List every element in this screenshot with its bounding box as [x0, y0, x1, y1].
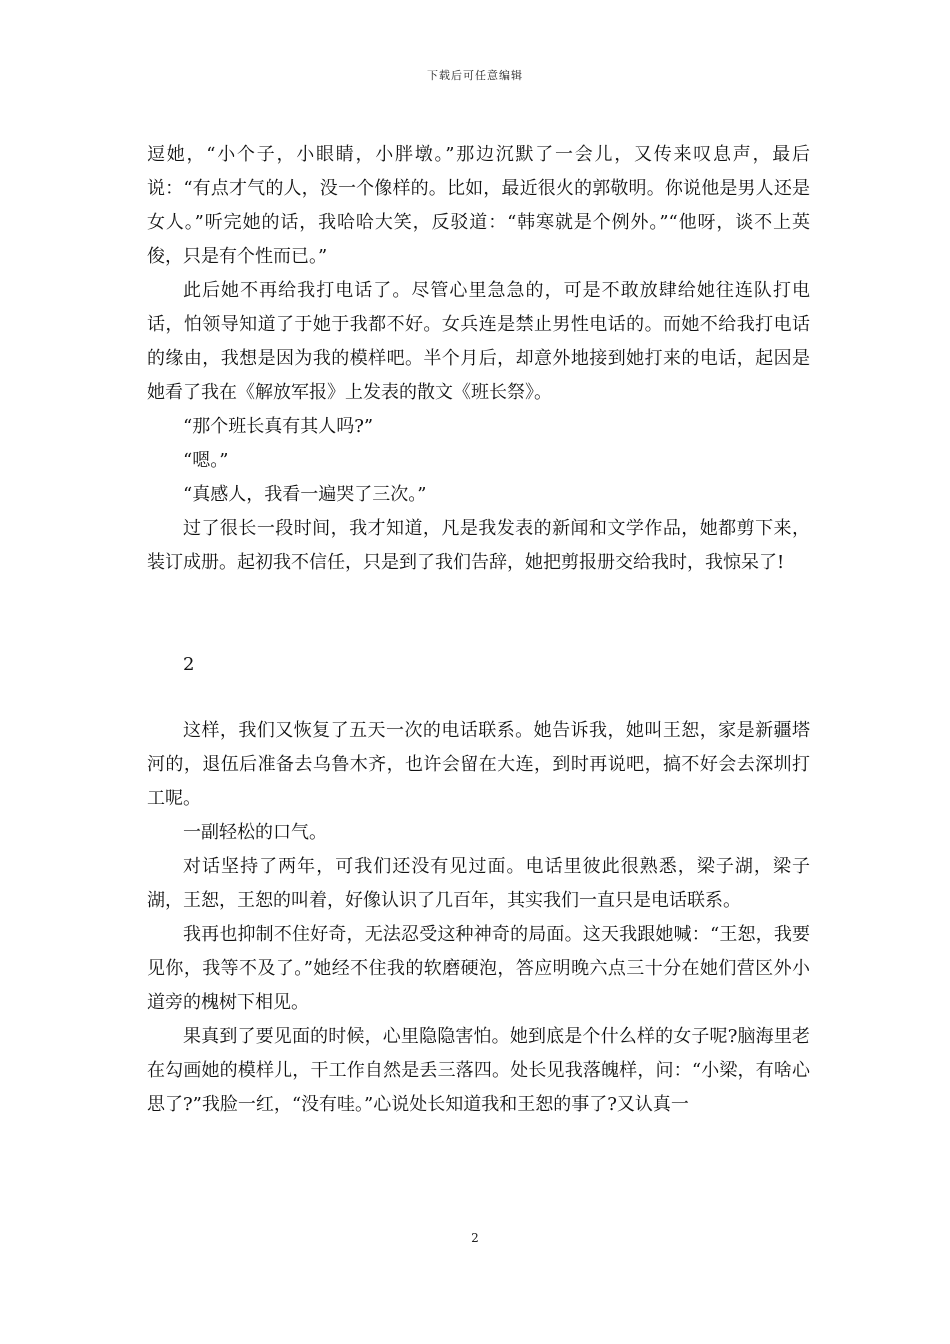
paragraph-9: 对话坚持了两年，可我们还没有见过面。电话里彼此很熟悉，梁子湖，梁子湖，王恕，王恕的叫着，好像认识了几百年，其实我们一直只是电话联系。 [147, 856, 810, 911]
paragraph-6: 过了很长一段时间，我才知道，凡是我发表的新闻和文学作品，她都剪下来，装订成册。起初我不信任，只是到了我们告辞，她把剪报册交给我时，我惊呆了! [147, 518, 810, 573]
paragraph-2: 此后她不再给我打电话了。尽管心里急急的，可是不敢放肆给她往连队打电话，怕领导知道了于她于我都不好。女兵连是禁止男性电话的。而她不给我打电话的缘由，我想是因为我的模样吧。半个月后，却意外地接到她打来的电话，起因是她看了我在《解放军报》上发表的散文《班长祭》。 [147, 280, 810, 403]
section-number: 2 [183, 654, 195, 675]
paragraph-5: “真感人，我看一遍哭了三次。” [183, 484, 427, 505]
paragraph-1: 逗她，“小个子，小眼睛，小胖墩。”那边沉默了一会儿，又传来叹息声，最后说：“有点才气的人，没一个像样的。比如，最近很火的郭敬明。你说他是男人还是女人。”听完她的话，我哈哈大笑，反驳道：“韩寒就是个例外。”“他呀，谈不上英俊，只是有个性而已。” [147, 144, 810, 267]
document-body [147, 138, 810, 1122]
paragraph-10: 我再也抑制不住好奇，无法忍受这种神奇的局面。这天我跟她喊：“王恕，我要见你，我等不及了。”她经不住我的软磨硬泡，答应明晚六点三十分在她们营区外小道旁的槐树下相见。 [147, 924, 810, 1013]
paragraph-4: “嗯。” [183, 450, 229, 471]
page-number: 2 [471, 1231, 479, 1245]
paragraph-8: 一副轻松的口气。 [183, 822, 327, 843]
paragraph-3: “那个班长真有其人吗?” [183, 416, 374, 437]
page-header: 下载后可任意编辑 [427, 69, 523, 82]
paragraph-11: 果真到了要见面的时候，心里隐隐害怕。她到底是个什么样的女子呢?脑海里老在勾画她的模样儿，干工作自然是丢三落四。处长见我落魄样，问：“小梁，有啥心思了?”我脸一红，“没有哇。”心说处长知道我和王恕的事了?又认真一 [147, 1026, 810, 1115]
paragraph-7: 这样，我们又恢复了五天一次的电话联系。她告诉我，她叫王恕，家是新疆塔河的，退伍后准备去乌鲁木齐，也许会留在大连，到时再说吧，搞不好会去深圳打工呢。 [147, 720, 810, 809]
